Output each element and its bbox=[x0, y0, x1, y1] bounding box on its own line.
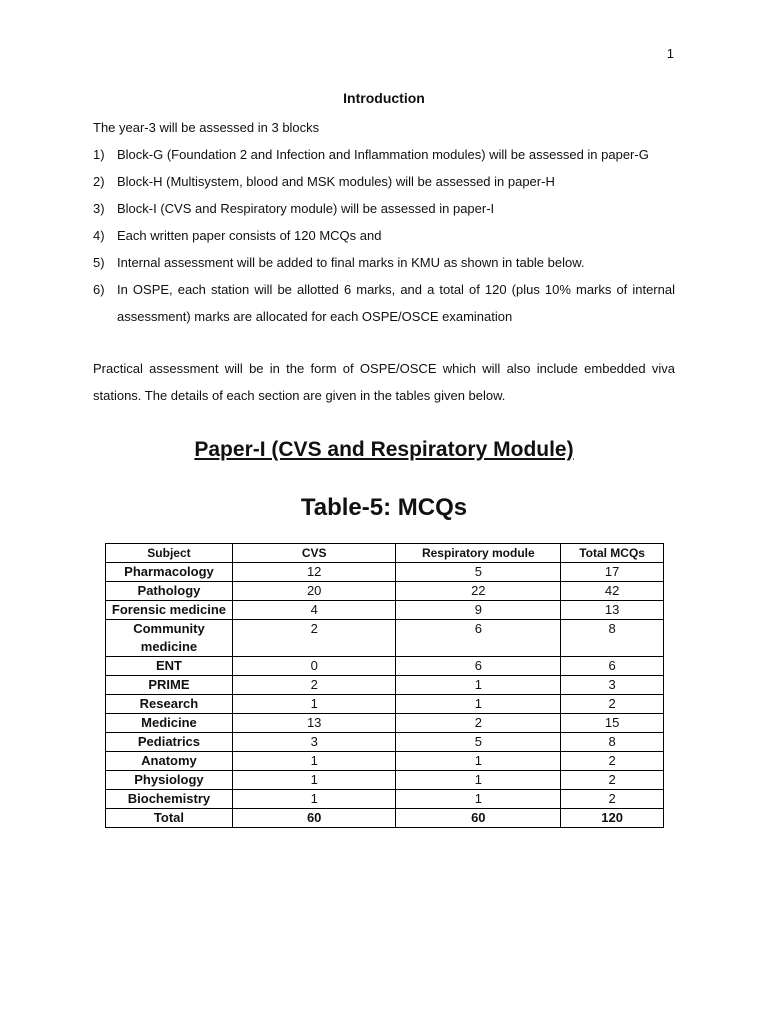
cvs-cell: 2 bbox=[232, 676, 396, 695]
cvs-cell: 1 bbox=[232, 790, 396, 809]
subject-cell: Physiology bbox=[106, 771, 233, 790]
cvs-cell: 1 bbox=[232, 752, 396, 771]
table-row bbox=[106, 620, 664, 657]
respiratory-cell: 5 bbox=[396, 733, 561, 752]
mcq-table bbox=[105, 543, 664, 828]
list-item bbox=[93, 249, 675, 276]
table-row bbox=[106, 601, 664, 620]
respiratory-cell: 9 bbox=[396, 601, 561, 620]
intro-lead: The year-3 will be assessed in 3 blocks bbox=[93, 120, 320, 135]
cvs-cell: 2 bbox=[232, 620, 396, 657]
list-number: 6) bbox=[93, 282, 105, 297]
subject-cell: Pharmacology bbox=[106, 563, 233, 582]
header-total-mcqs: Total MCQs bbox=[561, 544, 664, 563]
table-row bbox=[106, 563, 664, 582]
respiratory-cell: 1 bbox=[396, 752, 561, 771]
total-cell: 2 bbox=[561, 695, 664, 714]
total-cell: 2 bbox=[561, 752, 664, 771]
cvs-cell: 0 bbox=[232, 657, 396, 676]
total-cell: 42 bbox=[561, 582, 664, 601]
subject-cell: Pediatrics bbox=[106, 733, 233, 752]
subject-cell: Medicine bbox=[106, 714, 233, 733]
subject-cell: Anatomy bbox=[106, 752, 233, 771]
subject-cell: Research bbox=[106, 695, 233, 714]
list-number: 3) bbox=[93, 201, 105, 216]
table-row bbox=[106, 582, 664, 601]
list-item bbox=[93, 222, 675, 249]
list-number: 1) bbox=[93, 147, 105, 162]
cvs-cell: 20 bbox=[232, 582, 396, 601]
respiratory-cell: 2 bbox=[396, 714, 561, 733]
table-total-row bbox=[106, 809, 664, 828]
total-cell: 6 bbox=[561, 657, 664, 676]
list-number: 2) bbox=[93, 174, 105, 189]
subject-cell: Community medicine bbox=[106, 620, 233, 657]
total-cell: 13 bbox=[561, 601, 664, 620]
respiratory-cell: 6 bbox=[396, 657, 561, 676]
respiratory-cell: 1 bbox=[396, 790, 561, 809]
cvs-cell: 1 bbox=[232, 771, 396, 790]
assessment-list bbox=[93, 141, 675, 330]
list-text: Internal assessment will be added to final marks in KMU as shown in table below. bbox=[117, 255, 585, 270]
respiratory-cell: 22 bbox=[396, 582, 561, 601]
list-number: 5) bbox=[93, 255, 105, 270]
total-cell: 8 bbox=[561, 620, 664, 657]
table-row bbox=[106, 714, 664, 733]
respiratory-cell: 5 bbox=[396, 563, 561, 582]
table-row bbox=[106, 733, 664, 752]
total-label: Total bbox=[106, 809, 233, 828]
list-text: Block-G (Foundation 2 and Infection and Inflammation modules) will be assessed in paper-G bbox=[117, 147, 649, 162]
total-cell: 8 bbox=[561, 733, 664, 752]
total-cell: 2 bbox=[561, 771, 664, 790]
total-cell: 2 bbox=[561, 790, 664, 809]
cvs-cell: 13 bbox=[232, 714, 396, 733]
list-number: 4) bbox=[93, 228, 105, 243]
page-number: 1 bbox=[666, 46, 674, 61]
table-row bbox=[106, 657, 664, 676]
subject-cell: ENT bbox=[106, 657, 233, 676]
subject-cell: PRIME bbox=[106, 676, 233, 695]
total-cell: 3 bbox=[561, 676, 664, 695]
table-row bbox=[106, 752, 664, 771]
header-respiratory: Respiratory module bbox=[396, 544, 561, 563]
subject-cell: Pathology bbox=[106, 582, 233, 601]
total-cell: 15 bbox=[561, 714, 664, 733]
introduction-heading: Introduction bbox=[343, 90, 425, 106]
cvs-cell: 12 bbox=[232, 563, 396, 582]
table-header-row bbox=[106, 544, 664, 563]
table-title: Table-5: MCQs bbox=[300, 494, 468, 521]
list-text: Block-I (CVS and Respiratory module) will be assessed in paper-I bbox=[117, 201, 495, 216]
respiratory-cell: 1 bbox=[396, 676, 561, 695]
header-cvs: CVS bbox=[232, 544, 396, 563]
respiratory-cell: 1 bbox=[396, 771, 561, 790]
list-item bbox=[93, 276, 675, 330]
header-subject: Subject bbox=[106, 544, 233, 563]
table-row bbox=[106, 790, 664, 809]
table-row bbox=[106, 676, 664, 695]
list-item bbox=[93, 168, 675, 195]
list-text: Block-H (Multisystem, blood and MSK modules) will be assessed in paper-H bbox=[117, 174, 555, 189]
respiratory-cell: 1 bbox=[396, 695, 561, 714]
respiratory-total: 60 bbox=[396, 809, 561, 828]
cvs-cell: 3 bbox=[232, 733, 396, 752]
cvs-cell: 4 bbox=[232, 601, 396, 620]
list-text: Each written paper consists of 120 MCQs and bbox=[117, 228, 382, 243]
list-item bbox=[93, 195, 675, 222]
list-text: In OSPE, each station will be allotted 6 marks, and a total of 120 (plus 10% marks of internal assessment) marks are allocated for each OSPE/OSCE examination bbox=[117, 282, 675, 324]
respiratory-cell: 6 bbox=[396, 620, 561, 657]
cvs-cell: 1 bbox=[232, 695, 396, 714]
table-row bbox=[106, 771, 664, 790]
practical-assessment-text: Practical assessment will be in the form of OSPE/OSCE which will also include embedded viva stations. The details of each section are given in the tables given below. bbox=[93, 361, 675, 403]
paper-title: Paper-I (CVS and Respiratory Module) bbox=[194, 438, 574, 461]
table-row bbox=[106, 695, 664, 714]
subject-cell: Biochemistry bbox=[106, 790, 233, 809]
cvs-total: 60 bbox=[232, 809, 396, 828]
subject-cell: Forensic medicine bbox=[106, 601, 233, 620]
grand-total: 120 bbox=[561, 809, 664, 828]
list-item bbox=[93, 141, 675, 168]
total-cell: 17 bbox=[561, 563, 664, 582]
